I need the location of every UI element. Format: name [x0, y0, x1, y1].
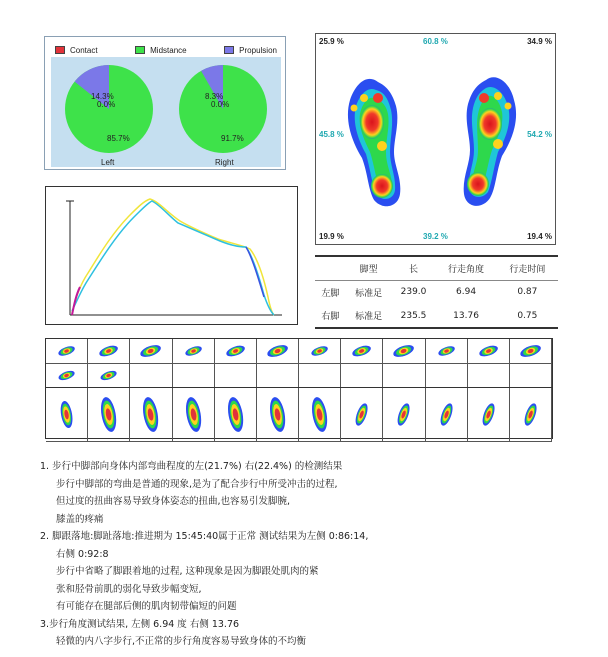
- table-cell: 标准足: [355, 312, 383, 322]
- note-item-2: [40, 528, 580, 616]
- note-line: 但过度的扭曲容易导致身体姿态的扭曲,也容易引发脚腕,: [56, 496, 291, 507]
- sequence-frame: [46, 339, 88, 364]
- table-cell: 右脚: [321, 312, 340, 322]
- table-row: [315, 304, 558, 328]
- table-cell: 标准足: [355, 288, 383, 299]
- pie-charts: [51, 57, 281, 167]
- sequence-frame: [130, 388, 172, 442]
- sequence-frame: [173, 388, 215, 442]
- sequence-frame: [88, 388, 130, 442]
- table-cell: 13.76: [453, 310, 479, 321]
- sequence-frame-empty: [215, 364, 257, 388]
- legend-midstance: [135, 42, 186, 58]
- sequence-frame-empty: [510, 364, 552, 388]
- legend-label-propulsion: Propulsion: [239, 45, 277, 55]
- note-item-3: [40, 616, 580, 651]
- force-curve-svg: [46, 187, 297, 324]
- legend-label-midstance: Midstance: [150, 45, 187, 55]
- sequence-frame: [257, 388, 299, 442]
- note-line: 右侧 0:92:8: [56, 548, 109, 560]
- note-heading: 1. 步行中脚部向身体内部弯曲程度的左(21.7%) 右(22.4%) 的检测结果: [40, 461, 343, 472]
- curve-contact-phase: [72, 287, 80, 315]
- sequence-frame: [468, 388, 510, 442]
- sequence-frame: [468, 339, 510, 364]
- sequence-frame-empty: [299, 364, 341, 388]
- sequence-frame: [215, 388, 257, 442]
- pressure-mid-left: 45.8 %: [319, 130, 344, 139]
- sequence-frame: [383, 339, 425, 364]
- pressure-bottom-center: 39.2 %: [423, 232, 448, 241]
- table-row: [315, 280, 558, 304]
- table-header-foot-type: 脚型: [346, 256, 392, 280]
- legend-swatch-propulsion: [224, 46, 234, 54]
- note-heading: 3.步行角度测试结果, 左侧 6.94 度 右侧 13.76: [40, 618, 240, 630]
- pie-label-contact: 0.0%: [97, 100, 116, 109]
- note-line: 张和胫骨前肌的弱化导致步幅变短,: [56, 583, 202, 595]
- legend-swatch-contact: [55, 46, 65, 54]
- sequence-frame: [341, 388, 383, 442]
- sequence-frame-empty: [341, 364, 383, 388]
- sequence-frame: [510, 388, 552, 442]
- table-cell: 239.0: [400, 287, 427, 298]
- legend-contact: [55, 42, 98, 58]
- note-item-1: [40, 458, 580, 528]
- legend-propulsion: [224, 42, 277, 58]
- gait-phase-pie-panel: [44, 36, 286, 170]
- pie-legend: [55, 42, 277, 58]
- foot-data-table: [315, 255, 558, 329]
- pressure-bottom-right: 19.4 %: [527, 232, 552, 241]
- table-header-walk-time: 行走时间: [497, 256, 558, 280]
- left-footprint: [348, 79, 400, 206]
- note-line: 膝盖的疼痛: [56, 513, 104, 525]
- sequence-frame: [510, 339, 552, 364]
- pie-label-propulsion: 14.3%: [91, 92, 114, 101]
- sequence-frame: [299, 388, 341, 442]
- sequence-frame-empty: [468, 364, 510, 388]
- footprint-sequence-large: [45, 387, 553, 439]
- pressure-top-center: 60.8 %: [423, 37, 448, 46]
- sequence-frame: [215, 339, 257, 364]
- sequence-frame-empty: [257, 364, 299, 388]
- footprints-svg: [316, 34, 555, 244]
- table-header-length: 长: [392, 256, 436, 280]
- pie-label-midstance: 85.7%: [107, 134, 130, 143]
- table-header-blank: [315, 256, 346, 280]
- pressure-bottom-left: 19.9 %: [319, 232, 344, 241]
- table-header-walk-angle: 行走角度: [435, 256, 496, 280]
- table-cell: 0.87: [517, 287, 538, 298]
- sequence-frame: [88, 364, 130, 388]
- pie-label-propulsion: 8.3%: [205, 92, 224, 101]
- sequence-frame: [426, 388, 468, 442]
- analysis-notes: [40, 458, 580, 651]
- pressure-mid-right: 54.2 %: [527, 130, 552, 139]
- sequence-frame-empty: [173, 364, 215, 388]
- sequence-frame: [383, 388, 425, 442]
- sequence-frame-empty: [426, 364, 468, 388]
- sequence-frame: [426, 339, 468, 364]
- note-heading: 2. 脚跟落地:脚趾落地:推进期为 15:45:40属于正常 测试结果为左侧 0:86:14,: [40, 531, 369, 542]
- table-cell: 235.5: [400, 310, 427, 321]
- pie-label-contact: 0.0%: [211, 100, 230, 109]
- foot-pressure-map: [315, 33, 556, 245]
- pie-label-midstance: 91.7%: [221, 134, 244, 143]
- sequence-frame: [46, 388, 88, 442]
- sequence-frame-empty: [130, 364, 172, 388]
- legend-swatch-midstance: [135, 46, 145, 54]
- sequence-frame: [46, 364, 88, 388]
- note-line: 步行中省略了脚跟着地的过程, 这种现象是因为脚跟处肌肉的紧: [56, 566, 319, 577]
- note-line: 有可能存在腿部后侧的肌肉韧带偏短的问题: [56, 601, 237, 612]
- pie-plot-area: [51, 57, 281, 167]
- sequence-frame-empty: [383, 364, 425, 388]
- table-cell: 6.94: [456, 287, 477, 298]
- sequence-frame: [130, 339, 172, 364]
- pie-caption: Left: [101, 158, 115, 167]
- curve-right-foot: [72, 201, 274, 315]
- force-curve-panel: [45, 186, 298, 325]
- sequence-frame: [173, 339, 215, 364]
- legend-label-contact: Contact: [70, 45, 98, 55]
- pressure-top-left: 25.9 %: [319, 37, 344, 46]
- footprint-sequence-small: [45, 338, 553, 388]
- right-footprint: [464, 77, 516, 206]
- table-cell: 左脚: [321, 288, 340, 299]
- sequence-frame: [88, 339, 130, 364]
- table-header-row: [315, 256, 558, 280]
- note-line: 步行中脚部的弯曲是普通的现象,是为了配合步行中所受冲击的过程,: [56, 478, 338, 490]
- pie-caption: Right: [215, 158, 234, 167]
- sequence-frame: [299, 339, 341, 364]
- pressure-top-right: 34.9 %: [527, 37, 552, 46]
- sequence-frame: [341, 339, 383, 364]
- sequence-frame: [257, 339, 299, 364]
- table-cell: 0.75: [517, 310, 538, 321]
- note-line: 轻微的内八字步行,不正常的步行角度容易导致身体的不均衡: [56, 636, 307, 647]
